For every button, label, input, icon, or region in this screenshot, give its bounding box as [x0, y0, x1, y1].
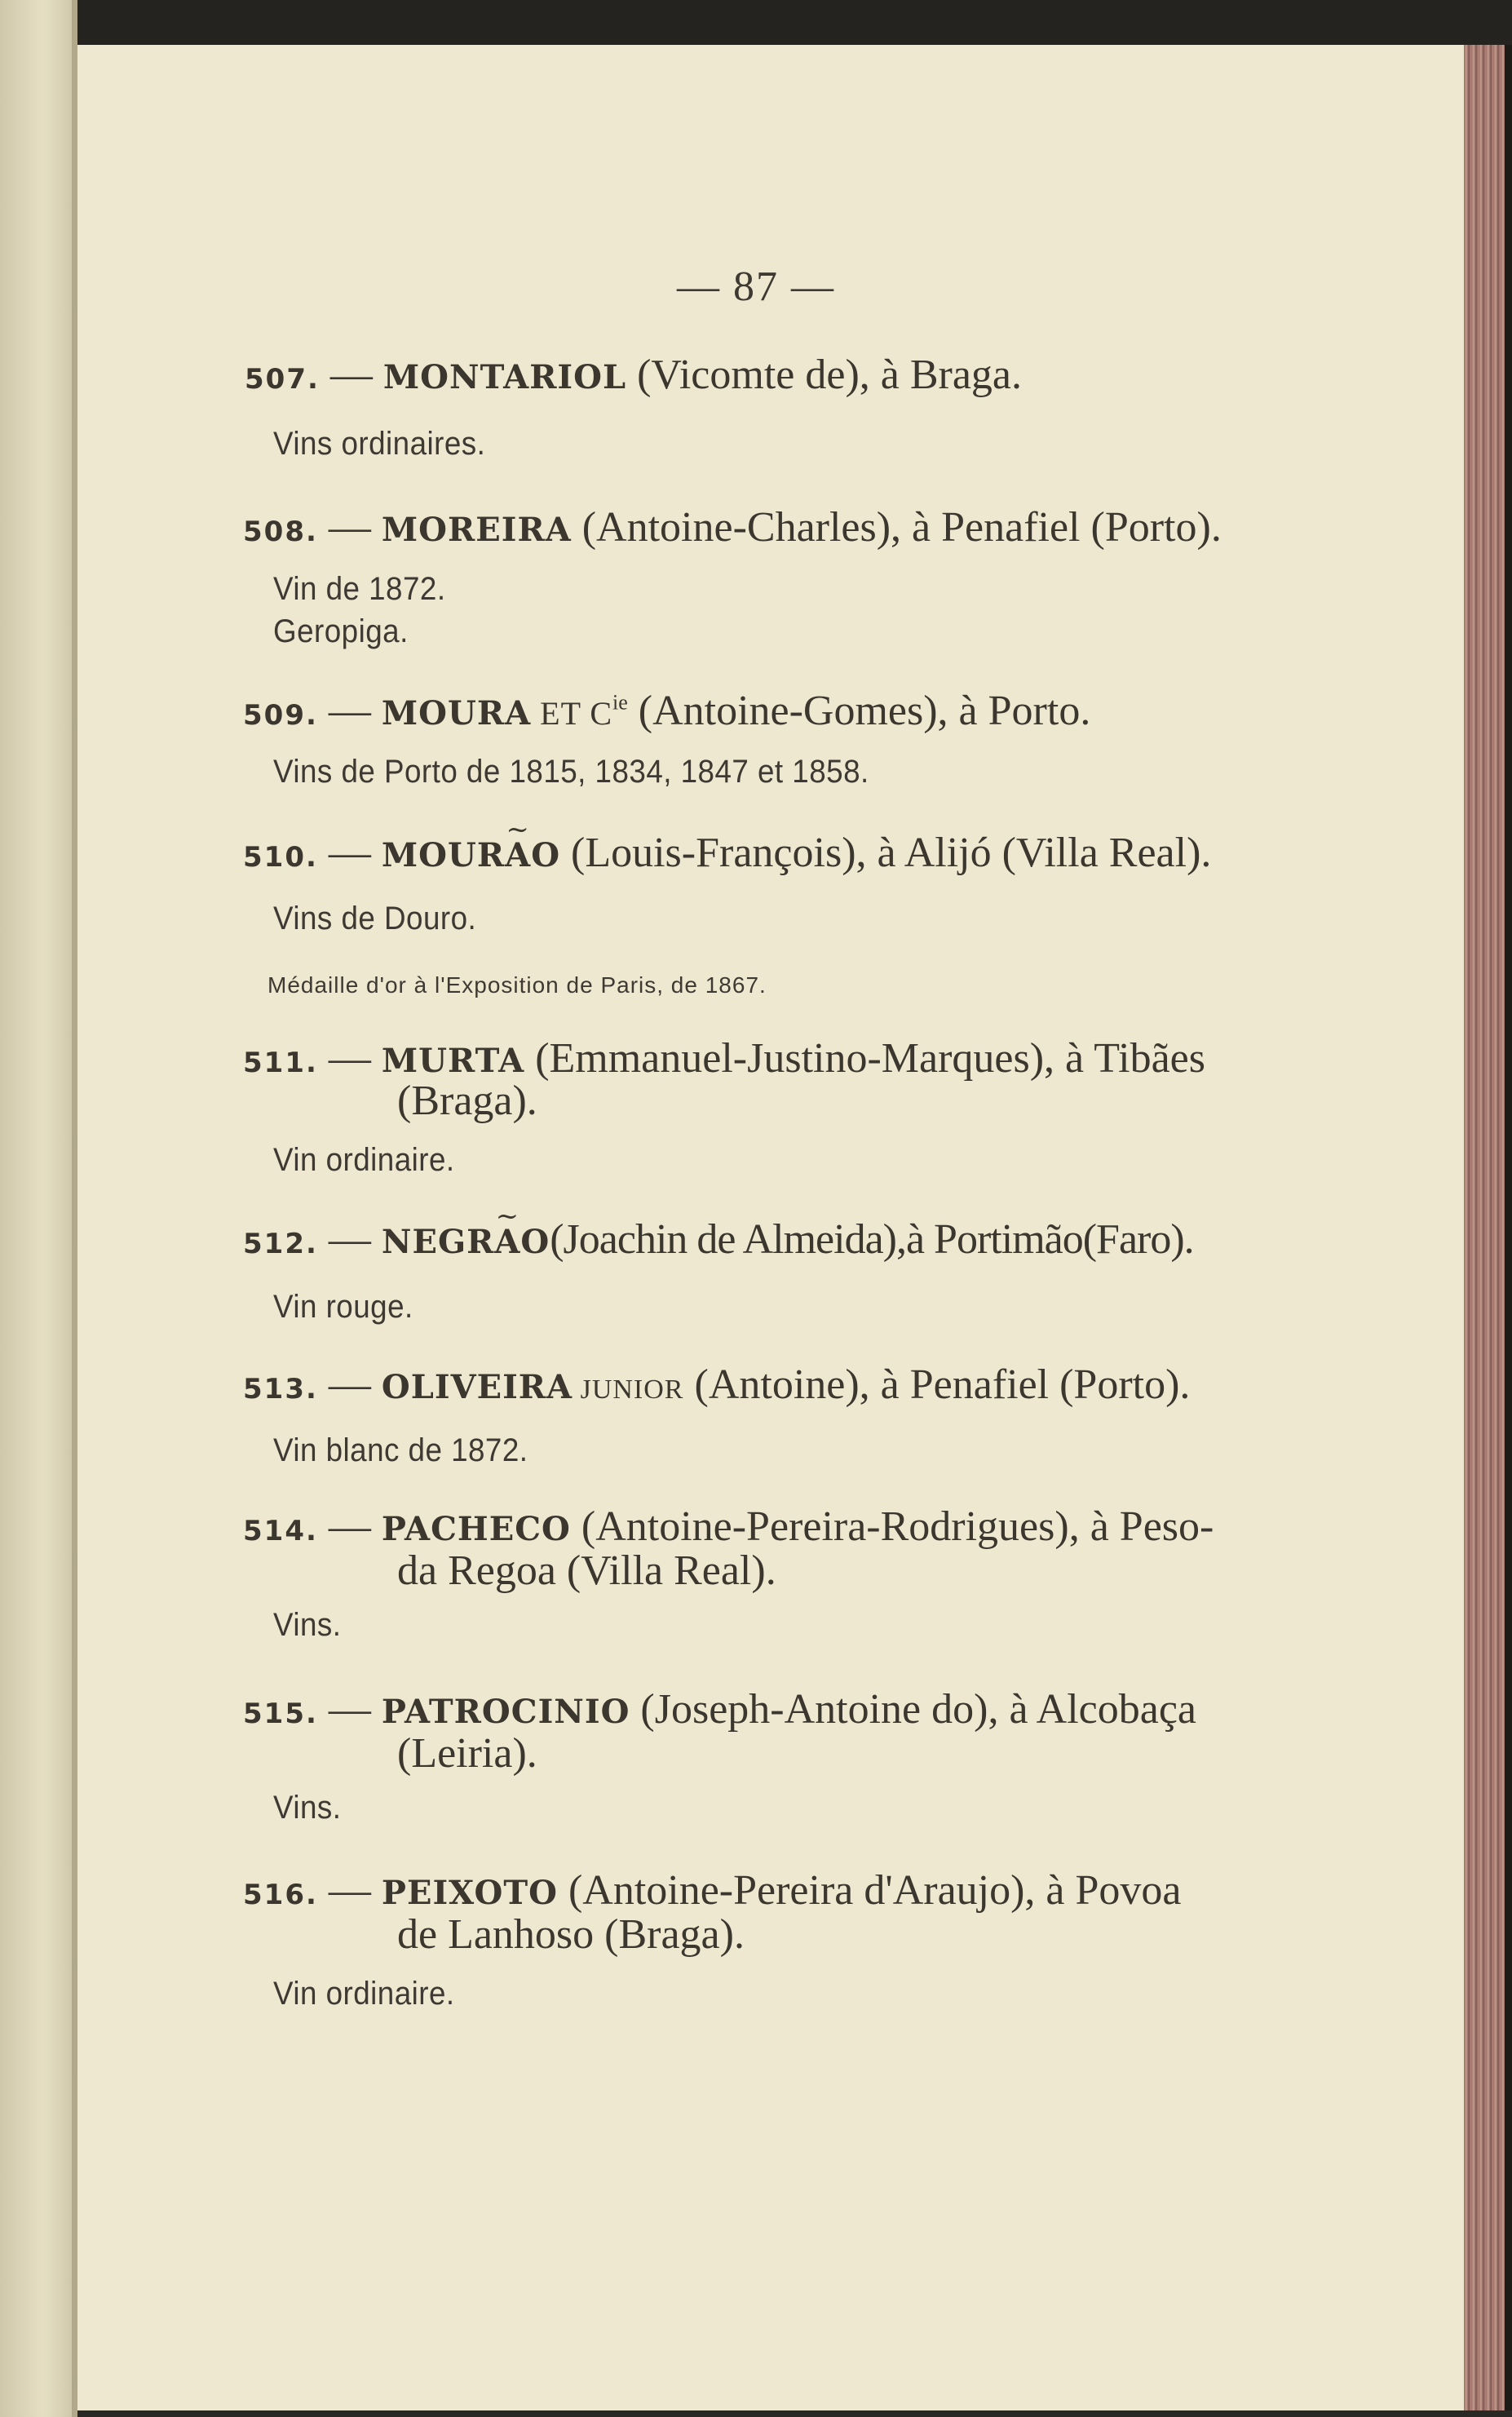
- entry-heading: [243, 1503, 1214, 1551]
- entry-location-continued: de Lanhoso (Braga).: [397, 1911, 745, 1958]
- entry-heading: [243, 1866, 1182, 1915]
- entry-location: (Antoine-Pereira d'Araujo), à Povoa: [557, 1867, 1182, 1914]
- entry-detail: Vin rouge.: [273, 1289, 413, 1325]
- entry-heading: [243, 1361, 1190, 1409]
- entry-detail: Vins.: [273, 1607, 342, 1643]
- entry-dash: —: [328, 1686, 371, 1733]
- page-edges: [1464, 45, 1505, 2410]
- page-number: — 87 —: [677, 263, 835, 310]
- entry-dash: —: [328, 1361, 371, 1408]
- entry-name: PEIXOTO: [381, 1874, 558, 1912]
- entry-name-suffix: ET C: [531, 695, 612, 732]
- entry-number: 507.: [245, 363, 320, 396]
- bottom-border: [77, 2410, 1512, 2417]
- entry-dash: —: [329, 352, 373, 398]
- entry-location-continued: (Braga).: [397, 1078, 537, 1124]
- entry-name-part: O: [531, 836, 561, 874]
- entry-name-tilde-letter: ~ A: [505, 836, 531, 874]
- entry-location-continued: da Regoa (Villa Real).: [397, 1547, 776, 1594]
- entry-name-part: MOUR: [381, 836, 506, 874]
- entry-detail: Vins de Porto de 1815, 1834, 1847 et 1858.: [273, 754, 869, 790]
- entry-number: 508.: [243, 516, 318, 548]
- entry-number: 511.: [243, 1047, 318, 1079]
- entry-name: MONTARIOL: [382, 358, 627, 396]
- entry-dash: —: [328, 1867, 371, 1914]
- entry-name-suffix: JUNIOR: [573, 1375, 684, 1405]
- entry-location: (Antoine-Gomes), à Porto.: [627, 688, 1091, 734]
- entry-dash: —: [328, 1503, 371, 1550]
- entry-heading: [243, 687, 1090, 735]
- entry-location: (Antoine-Pereira-Rodrigues), à Peso-: [570, 1503, 1214, 1550]
- entry-location: (Antoine), à Penafiel (Porto).: [683, 1361, 1191, 1408]
- entry-number: 510.: [243, 841, 318, 874]
- entry-heading: [243, 1034, 1205, 1082]
- entry-detail: Vin blanc de 1872.: [273, 1432, 528, 1468]
- entry-heading: [243, 829, 1211, 877]
- entry-location: (Antoine-Charles), à Penafiel (Porto).: [571, 504, 1222, 551]
- entry-dash: —: [328, 1035, 371, 1082]
- entry-number: 512.: [243, 1228, 318, 1260]
- entry-dash: —: [328, 830, 371, 876]
- entry-name: MOREIRA: [381, 511, 572, 549]
- entry-location-continued: (Leiria).: [397, 1730, 537, 1777]
- entry-name-part: NEGR: [381, 1223, 495, 1261]
- entry-medal: Médaille d'or à l'Exposition de Paris, de 1867.: [267, 972, 767, 998]
- entry-number: 516.: [243, 1879, 318, 1911]
- entry-detail: Vins de Douro.: [273, 901, 477, 936]
- entry-heading: [243, 1215, 1194, 1264]
- entry-location: (Louis-François), à Alijó (Villa Real).: [560, 830, 1212, 876]
- entry-name: OLIVEIRA: [381, 1368, 573, 1406]
- entry-heading: [243, 1685, 1196, 1733]
- entry-location: (Emmanuel-Justino-Marques), à Tibães: [524, 1035, 1205, 1082]
- entry-name: PACHECO: [381, 1510, 571, 1548]
- entry-name: MOURA: [381, 694, 532, 733]
- entry-name: [382, 1223, 550, 1261]
- entry-number: 515.: [243, 1698, 318, 1730]
- entry-heading: [245, 351, 1022, 399]
- entry-name: MURTA: [381, 1042, 525, 1080]
- entry-detail: Vin de 1872.: [273, 571, 446, 607]
- entry-heading: [243, 503, 1222, 551]
- entry-location: (Vicomte de), à Braga.: [626, 352, 1022, 398]
- entry-detail: Vin ordinaire.: [273, 1976, 455, 2012]
- entry-location: (Joachin de Almeida),à Portimão(Faro).: [550, 1216, 1194, 1263]
- entry-name-tilde-letter: ~ A: [494, 1223, 520, 1261]
- entry-dash: —: [328, 504, 371, 551]
- entry-name: [382, 836, 560, 874]
- entry-detail: Vins ordinaires.: [273, 426, 486, 462]
- entry-detail: Geropiga.: [273, 613, 409, 649]
- entry-detail: Vins.: [273, 1790, 342, 1826]
- entry-dash: —: [328, 688, 371, 734]
- entry-location: (Joseph-Antoine do), à Alcobaça: [630, 1686, 1196, 1733]
- entry-number: 514.: [243, 1515, 318, 1547]
- entry-name: PATROCINIO: [381, 1693, 630, 1731]
- entry-number: 509.: [243, 699, 318, 732]
- entry-dash: —: [328, 1216, 371, 1263]
- entry-name-sup: ie: [612, 690, 628, 715]
- entry-detail: Vin ordinaire.: [273, 1142, 455, 1178]
- top-border: [77, 0, 1512, 45]
- entry-number: 513.: [243, 1373, 318, 1405]
- entry-name-part: O: [520, 1223, 550, 1261]
- book-spine: [0, 0, 77, 2417]
